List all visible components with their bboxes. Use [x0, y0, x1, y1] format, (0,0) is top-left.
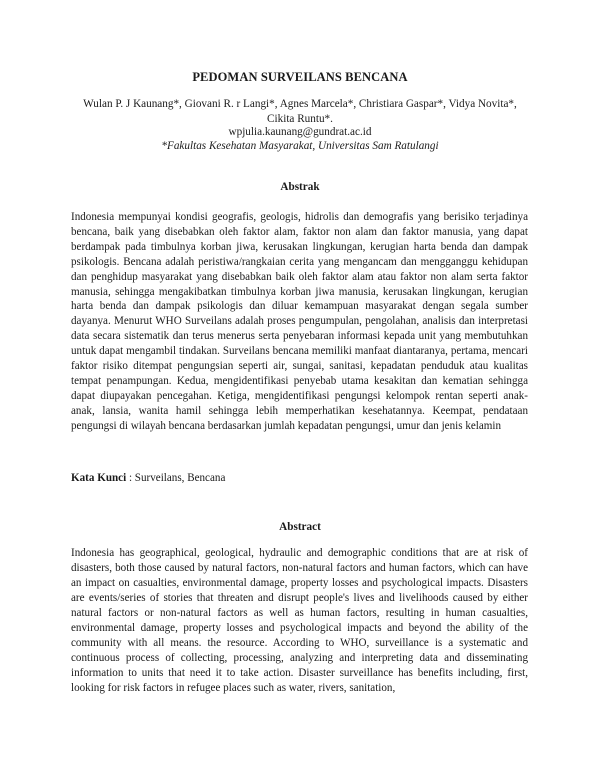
abstrak-text: Indonesia mempunyai kondisi geografis, geologis, hidrolis dan demografis yang berisiko terjadinya bencana, baik yang disebabkan oleh faktor alam, faktor non alam dan faktor manusia, yang dapat berdampak pada timbulnya korban jiwa, kerusakan lingkungan, kerugian harta benda dan dampak psikologis. Bencana adalah peristiwa/rangkaian cerita yang mengancam dan mengganggu kehidupan dan penghidup masyarakat yang disebabkan baik oleh faktor alam atau faktor non alam serta faktor manusia, sehingga mengakibatkan timbulnya korban jiwa manusia, kerusakan lingkungan, kerugian harta benda dan dampak psikologis dan diluar kemampuan masyarakat dengan segala sumber dayanya. Menurut WHO Surveilans adalah proses pengumpulan, pengolahan, analisis dan interpretasi data secara sistematik dan terus menerus serta penyebaran informasi kepada unit yang membutuhkan untuk dapat mengambil tindakan. Surveilans bencana memiliki manfaat diantaranya, pertama, mencari faktor risiko ditempat pengungsian seperti air, sungai, sanitasi, kepadatan penduduk atau kualitas tempat penampungan. Kedua, mengidentifikasi penyebab utama kesakitan dan kematian sehingga dapat diupayakan pencegahan. Ketiga, mengidentifikasi pengungsi kelompok rentan seperti anak-anak, lansia, wanita hamil sehingga lebih memperhatikan kesehatannya. Keempat, pendataan pengungsi di wilayah bencana berdasarkan jumlah kepadatan pengungsi, umur dan jenis kelamin — [71, 211, 528, 432]
abstract-text: Indonesia has geographical, geological, hydraulic and demographic conditions that are at risk of disasters, both those caused by natural factors, non-natural factors and human factors, which can have an impact on casualties, environmental damage, property losses and psychological impacts. Disasters are events/series of stories that threaten and disrupt people's lives and livelihoods caused by either natural factors or non-natural factors as well as human factors, resulting in human casualties, environmental damage, property losses and psychological impacts and beyond the ability of the community with all means. the resource. According to WHO, surveillance is a systematic and continuous process of collecting, processing, analyzing and interpreting data and disseminating information to units that need it to take action. Disaster surveillance has benefits including, first, looking for risk factors in refugee places such as water, rivers, sanitation, — [71, 547, 528, 695]
keywords-label: Kata Kunci — [71, 472, 127, 484]
keywords-line — [71, 472, 528, 484]
keywords-value: : Surveilans, Bencana — [128, 472, 226, 484]
author-affiliation: *Fakultas Kesehatan Masyarakat, Universitas Sam Ratulangi — [161, 140, 439, 152]
paper-title: PEDOMAN SURVEILANS BENCANA — [192, 70, 408, 84]
author-list: Wulan P. J Kaunang*, Giovani R. r Langi*, Agnes Marcela*, Christiara Gaspar*, Vidya Novita*, Cikita Runtu*. — [83, 98, 517, 125]
author-email[interactable]: wpjulia.kaunang@gundrat.ac.id — [228, 126, 372, 138]
abstrak-heading: Abstrak — [280, 181, 320, 193]
abstract-heading: Abstract — [279, 521, 321, 533]
